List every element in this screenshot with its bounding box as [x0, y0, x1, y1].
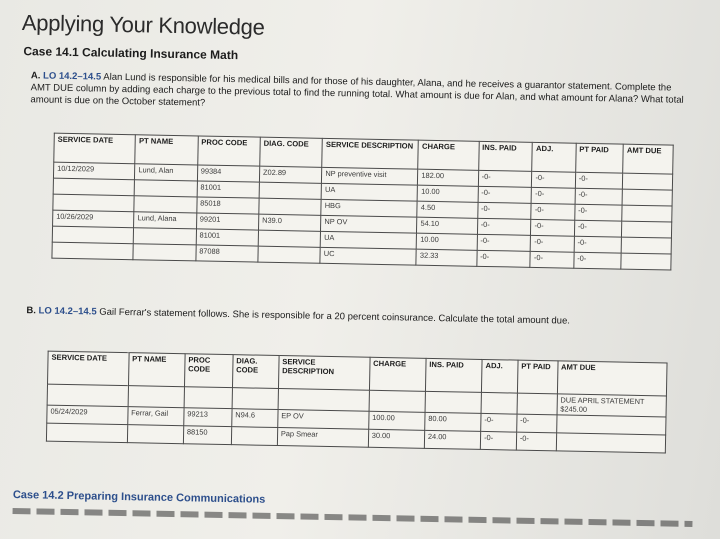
table-a-header: DIAG. CODE [260, 137, 323, 167]
table-b-cell [481, 392, 517, 414]
table-a-cell: 87088 [196, 245, 259, 262]
table-a-cell: 85018 [196, 197, 259, 214]
table-b-amt-due-cell[interactable]: DUE APRIL STATEMENT $245.00 [557, 394, 667, 417]
table-a-cell: -0- [531, 203, 575, 220]
table-a-cell: 10.00 [417, 185, 477, 202]
table-a-cell: -0- [574, 220, 622, 237]
table-a-cell: 10/26/2029 [53, 210, 135, 228]
part-b-instructions [26, 305, 666, 329]
table-b-amt-due-cell[interactable] [556, 433, 666, 453]
table-b-cell: -0- [481, 413, 517, 432]
table-a-header: AMT DUE [623, 144, 673, 174]
table-b [46, 351, 668, 454]
table-a-header: SERVICE DESCRIPTION [322, 138, 419, 169]
table-b-header: INS. PAID [425, 358, 482, 392]
table-a-amt-due-cell[interactable] [622, 205, 672, 222]
part-b-text: Gail Ferrar's statement follows. She is responsible for a 20 percent coinsurance. Calculate the total amount due. [99, 306, 571, 327]
table-a-cell [134, 180, 197, 197]
table-b-cell [232, 388, 278, 410]
table-a-cell: -0- [530, 251, 574, 268]
table-b-cell: N94.6 [232, 409, 278, 428]
table-b-cell [47, 384, 128, 407]
table-a-cell: -0- [477, 234, 531, 251]
case-14-2-heading: Case 14.2 Preparing Insurance Communications [12, 488, 266, 506]
table-a-cell: -0- [531, 219, 575, 236]
page-title: Applying Your Knowledge [21, 10, 265, 40]
table-b-cell: EP OV [278, 410, 369, 430]
table-a-cell [52, 226, 134, 244]
table-b-header: DIAG. CODE [232, 355, 279, 389]
table-a-cell: Lund, Alana [134, 212, 197, 229]
table-b-cell [46, 423, 127, 443]
table-b-header: SERVICE DATE [48, 351, 129, 386]
table-a-header: PROC CODE [197, 136, 260, 166]
table-a-cell [52, 242, 134, 260]
table-a-amt-due-cell[interactable] [622, 189, 672, 206]
table-a-cell: Lund, Alan [135, 164, 198, 181]
table-b-cell: Pap Smear [277, 428, 368, 448]
table-b-cell: 80.00 [425, 412, 482, 431]
table-a-cell [259, 182, 322, 199]
table-a-cell: 99384 [197, 165, 260, 182]
table-a-cell: 99201 [196, 213, 259, 230]
table-a-cell: UA [320, 231, 416, 249]
table-a-cell: -0- [477, 218, 531, 235]
table-a-cell: 32.33 [416, 249, 476, 266]
table-b-cell [278, 389, 369, 412]
table-b-cell [128, 386, 185, 408]
table-a-cell: -0- [478, 170, 532, 187]
table-a-cell: -0- [478, 186, 532, 203]
table-a-cell: -0- [574, 204, 622, 221]
table-a-cell [258, 230, 321, 247]
part-a-label: A. [30, 70, 41, 82]
table-a-cell: UA [321, 183, 417, 201]
table-b-cell: 88150 [183, 426, 231, 445]
part-a-instructions [30, 70, 691, 119]
part-a-lo: LO 14.2–14.5 [42, 70, 102, 83]
table-a-cell: -0- [477, 202, 531, 219]
table-a-cell [53, 194, 135, 212]
table-b-cell [184, 387, 232, 409]
cut-off-text-line [13, 508, 693, 527]
table-a-header: PT NAME [135, 135, 198, 165]
part-b-label: B. [26, 305, 37, 317]
table-b-cell: 30.00 [368, 429, 425, 448]
table-a-amt-due-cell[interactable] [622, 221, 672, 238]
table-a-cell: -0- [574, 236, 622, 253]
table-a-amt-due-cell[interactable] [621, 237, 671, 254]
table-b-amt-due-cell[interactable] [556, 415, 666, 435]
table-a-cell: -0- [574, 252, 622, 269]
table-a-cell [134, 196, 197, 213]
table-a-cell: HBG [321, 199, 417, 217]
case-14-1-heading: Case 14.1 Calculating Insurance Math [23, 44, 239, 63]
table-a-header: INS. PAID [478, 141, 532, 171]
table-b-cell: 05/24/2029 [47, 405, 128, 425]
table-a-amt-due-cell[interactable] [623, 173, 673, 190]
table-a-cell: 10/12/2029 [53, 162, 135, 180]
table-b-cell: Ferrar, Gail [127, 407, 184, 426]
table-a-header: SERVICE DATE [54, 133, 136, 164]
table-a-cell: -0- [575, 172, 623, 189]
table-a-cell: 4.50 [417, 201, 477, 218]
table-a-cell: Z02.89 [259, 166, 322, 183]
table-b-cell [425, 391, 482, 413]
table-b-header: AMT DUE [557, 361, 667, 396]
table-a-amt-due-cell[interactable] [621, 253, 671, 270]
table-a-cell [133, 244, 196, 261]
table-b-cell [517, 393, 557, 415]
table-b-header: PT NAME [128, 353, 185, 387]
table-a-cell: 81001 [196, 229, 259, 246]
table-a-cell [53, 178, 135, 196]
table-a-cell [134, 228, 197, 245]
table-b-cell: 100.00 [368, 411, 425, 430]
table-b-header: ADJ. [481, 359, 517, 393]
table-a-cell [259, 198, 322, 215]
table-a-cell: NP preventive visit [322, 167, 418, 185]
table-b-cell: 99213 [184, 408, 232, 427]
table-a [51, 133, 673, 271]
table-b-cell: 24.00 [424, 430, 481, 449]
table-b-cell [369, 390, 426, 412]
table-a-cell: 182.00 [418, 169, 478, 186]
table-a-header: PT PAID [575, 143, 623, 173]
table-a-cell: NP OV [321, 215, 417, 233]
table-a-cell: 10.00 [417, 233, 477, 250]
table-b-header: CHARGE [369, 357, 426, 391]
table-b-header: PROC CODE [184, 354, 233, 388]
table-a-cell: -0- [532, 171, 576, 188]
table-b-cell: -0- [516, 432, 556, 451]
table-b-cell [127, 425, 184, 444]
table-a-cell: -0- [531, 235, 575, 252]
table-a-header: CHARGE [418, 140, 479, 170]
table-a-cell: 54.10 [417, 217, 477, 234]
table-a-cell: 81001 [197, 181, 260, 198]
table-a-cell: -0- [575, 188, 623, 205]
table-a-header: ADJ. [532, 142, 576, 172]
table-a-cell: -0- [532, 187, 576, 204]
table-b-cell: -0- [480, 431, 516, 450]
table-b-header: PT PAID [517, 360, 557, 394]
table-b-header: SERVICE DESCRIPTION [278, 356, 370, 391]
table-a-cell: -0- [476, 250, 530, 267]
part-a-text: Alan Lund is responsible for his medical bills and for those of his daughter, Alana, and he receives a guarantor statement. Complete the AMT DUE column by adding each charge to the previous total to find the running total. What amount is due for Alan, and what amount for Alana? What total amount is due on the October statement? [30, 71, 684, 109]
part-b-lo: LO 14.2–14.5 [38, 305, 97, 318]
table-a-cell [258, 246, 321, 263]
table-a-cell: N39.0 [258, 214, 321, 231]
table-a-cell: UC [320, 247, 416, 265]
table-b-cell: -0- [516, 414, 556, 433]
table-b-cell [231, 427, 277, 446]
